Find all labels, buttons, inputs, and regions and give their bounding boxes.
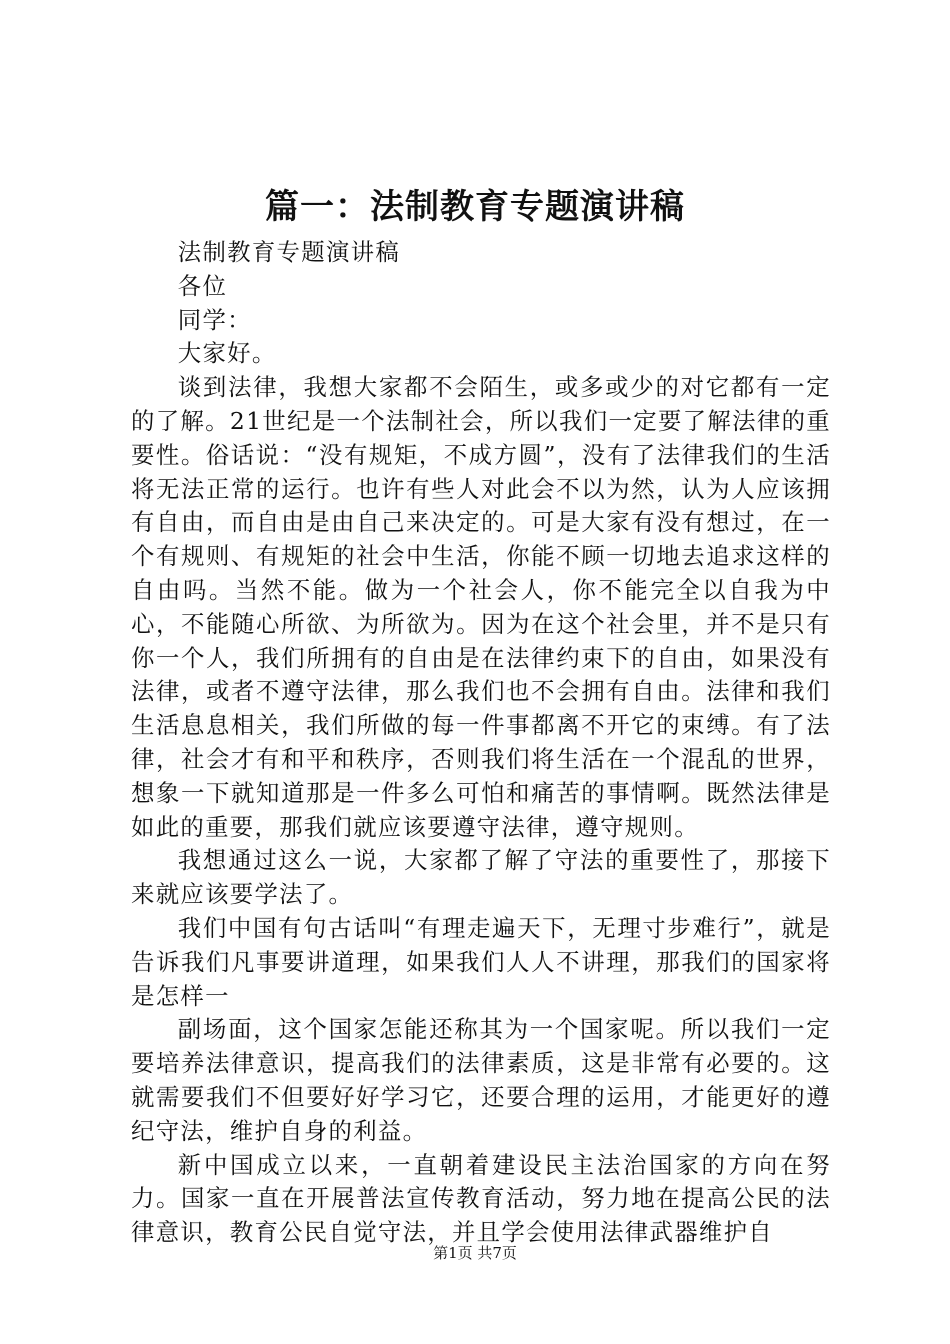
paragraph-subtitle: 法制教育专题演讲稿 bbox=[177, 238, 401, 266]
page-number-footer: 第1页 共7页 bbox=[433, 1244, 517, 1262]
paragraph-body: 我们中国有句古话叫“有理走遍天下，无理寸步难行”，就是告诉我们凡事要讲道理，如果我们人人不讲理，那我们的国家将是怎样一 bbox=[131, 913, 831, 1010]
document-title: 篇一：法制教育专题演讲稿 bbox=[265, 187, 685, 227]
paragraph-salutation-2: 同学： bbox=[177, 305, 252, 334]
paragraph-body: 我想通过这么一说，大家都了解了守法的重要性了，那接下来就应该要学法了。 bbox=[131, 846, 831, 909]
paragraph-body: 副场面，这个国家怎能还称其为一个国家呢。所以我们一定要培养法律意识，提高我们的法律素质，这是非常有必要的。这就需要我们不但要好好学习它，还要合理的运用，才能更好的遵纪守法，维护自身的利益。 bbox=[131, 1015, 831, 1145]
paragraph-salutation-1: 各位 bbox=[177, 271, 228, 300]
paragraph-greeting: 大家好。 bbox=[177, 339, 277, 368]
document-body bbox=[131, 236, 831, 1250]
paragraph-body: 谈到法律，我想大家都不会陌生，或多或少的对它都有一定的了解。21世纪是一个法制社会，所以我们一定要了解法律的重要性。俗话说：“没有规矩，不成方圆”，没有了法律我们的生活将无法正常的运行。也许有些人对此会不以为然，认为人应该拥有自由，而自由是由自己来决定的。可是大家有没有想过，在一个有规则、有规矩的社会中生活，你能不顾一切地去追求这样的自由吗。当然不能。做为一个社会人，你不能完全以自我为中心，不能随心所欲、为所欲为。因为在这个社会里，并不是只有你一个人，我们所拥有的自由是在法律约束下的自由，如果没有法律，或者不遵守法律，那么我们也不会拥有自由。法律和我们生活息息相关，我们所做的每一件事都离不开它的束缚。有了法律，社会才有和平和秩序，否则我们将生活在一个混乱的世界，想象一下就知道那是一件多么可怕和痛苦的事情啊。既然法律是如此的重要，那我们就应该要遵守法律，遵守规则。 bbox=[131, 373, 831, 841]
paragraph-body: 新中国成立以来，一直朝着建设民主法治国家的方向在努力。国家一直在开展普法宣传教育活动，努力地在提高公民的法律意识，教育公民自觉守法，并且学会使用法律武器维护自 bbox=[131, 1150, 831, 1247]
